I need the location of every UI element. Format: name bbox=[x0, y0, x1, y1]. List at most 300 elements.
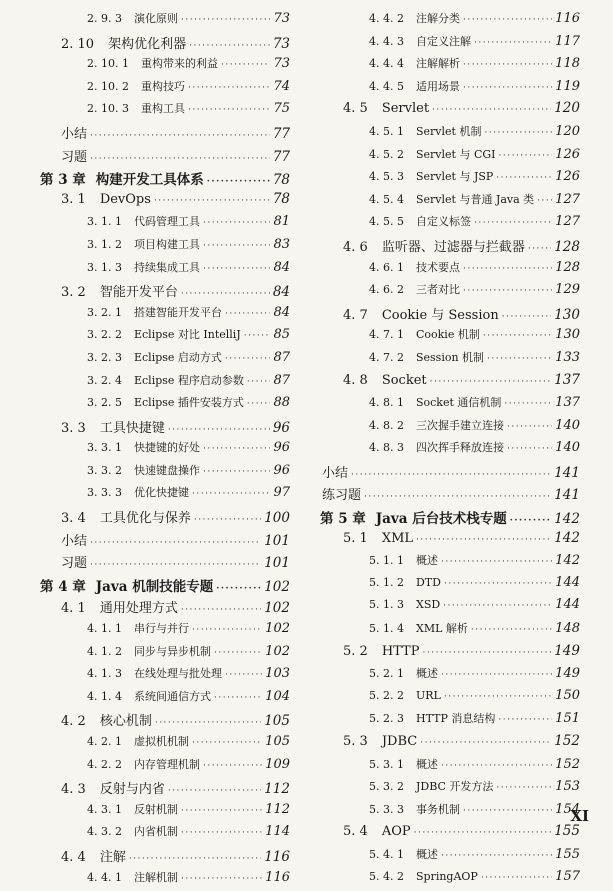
toc-entry-number: 4. 2. 2 bbox=[87, 757, 122, 771]
toc-entry-number: 4. 6 bbox=[343, 239, 368, 255]
toc-entry-title: AOP bbox=[381, 824, 411, 840]
toc-entry[interactable] bbox=[40, 372, 290, 395]
toc-entry[interactable] bbox=[320, 575, 580, 598]
toc-entry[interactable] bbox=[40, 10, 290, 33]
toc-entry-page-number: 153 bbox=[555, 779, 580, 795]
toc-entry[interactable] bbox=[40, 281, 290, 304]
toc-entry[interactable] bbox=[40, 756, 290, 779]
toc-entry-title: Servlet bbox=[381, 101, 430, 117]
toc-entry-page-number: 105 bbox=[265, 734, 290, 749]
toc-leader-dots bbox=[188, 105, 270, 115]
toc-entry[interactable] bbox=[40, 688, 290, 711]
toc-leader-dots bbox=[471, 625, 552, 635]
toc-entry-number: 4. 3. 2 bbox=[87, 825, 122, 839]
toc-leader-dots bbox=[441, 670, 552, 680]
toc-entry[interactable] bbox=[320, 756, 580, 779]
toc-entry[interactable] bbox=[40, 462, 290, 485]
toc-entry[interactable] bbox=[40, 484, 290, 507]
toc-entry-title: 反射与内省 bbox=[99, 782, 165, 798]
toc-leader-dots bbox=[498, 715, 552, 725]
toc-leader-dots bbox=[155, 718, 261, 728]
toc-entry-page-number: 73 bbox=[273, 56, 290, 72]
toc-entry-number: 4. 5. 3 bbox=[369, 170, 404, 184]
toc-entry-page-number: 116 bbox=[264, 848, 290, 865]
toc-entry-page-number: 105 bbox=[264, 713, 290, 730]
toc-leader-dots bbox=[422, 648, 551, 658]
toc-entry-page-number: 128 bbox=[555, 259, 580, 275]
toc-entry-number: 4. 3. 1 bbox=[87, 802, 122, 816]
toc-entry-title: HTTP bbox=[381, 643, 420, 659]
toc-entry[interactable] bbox=[40, 620, 290, 643]
toc-entry[interactable] bbox=[320, 349, 580, 372]
toc-entry-number: 4. 8. 1 bbox=[369, 396, 404, 410]
toc-leader-dots bbox=[192, 489, 270, 499]
toc-entry[interactable] bbox=[40, 597, 290, 620]
toc-leader-dots bbox=[432, 105, 551, 115]
toc-entry-page-number: 96 bbox=[273, 440, 290, 456]
toc-leader-dots bbox=[441, 761, 552, 771]
toc-entry-number: 4. 5. 5 bbox=[369, 215, 404, 229]
toc-entry[interactable] bbox=[40, 869, 290, 891]
toc-leader-dots bbox=[203, 218, 270, 228]
toc-entry[interactable] bbox=[40, 259, 290, 282]
toc-entry-title: 系统间通信方式 bbox=[133, 689, 211, 703]
toc-entry-title: 反射机制 bbox=[133, 802, 178, 816]
toc-entry[interactable] bbox=[320, 146, 580, 169]
toc-entry[interactable] bbox=[40, 710, 290, 733]
toc-entry-number: 第 5 章 bbox=[320, 511, 366, 528]
toc-entry-page-number: 137 bbox=[555, 395, 580, 411]
toc-leader-dots bbox=[430, 377, 552, 387]
toc-entry-page-number: 112 bbox=[265, 801, 290, 817]
toc-entry-title: JDBC bbox=[381, 734, 418, 749]
toc-entry-title: 通用处理方式 bbox=[99, 601, 178, 617]
toc-leader-dots bbox=[364, 492, 551, 502]
toc-leader-dots bbox=[214, 648, 262, 658]
toc-entry-title: 内省机制 bbox=[133, 825, 178, 839]
toc-entry-page-number: 84 bbox=[273, 304, 290, 320]
toc-entry[interactable] bbox=[320, 643, 580, 666]
toc-leader-dots bbox=[507, 444, 552, 454]
toc-entry-number: 4. 8. 3 bbox=[369, 441, 404, 455]
toc-entry-title: 快速键盘操作 bbox=[133, 463, 200, 477]
toc-entry-title: Cookie 与 Session bbox=[381, 307, 499, 323]
toc-leader-dots bbox=[244, 331, 271, 341]
toc-entry[interactable] bbox=[320, 394, 580, 417]
toc-entry-title: 练习题 bbox=[322, 488, 362, 504]
toc-entry-number: 5. 1. 4 bbox=[369, 622, 404, 636]
toc-entry-title: 习题 bbox=[61, 556, 88, 572]
toc-entry-page-number: 74 bbox=[273, 78, 290, 94]
toc-entry[interactable] bbox=[40, 326, 290, 349]
toc-entry-page-number: 104 bbox=[265, 688, 290, 704]
toc-leader-dots bbox=[192, 625, 262, 635]
toc-entry-page-number: 77 bbox=[272, 148, 290, 165]
toc-entry-page-number: 126 bbox=[555, 169, 580, 185]
toc-entry-title: 技术要点 bbox=[415, 260, 460, 274]
toc-leader-dots bbox=[443, 601, 552, 611]
toc-entry-title: 事务机制 bbox=[415, 802, 460, 816]
toc-entry-number: 3. 2. 1 bbox=[87, 305, 122, 319]
toc-leader-dots bbox=[181, 605, 261, 615]
toc-entry[interactable] bbox=[320, 326, 580, 349]
toc-leader-dots bbox=[207, 177, 270, 187]
toc-entry-page-number: 120 bbox=[554, 100, 580, 117]
toc-entry[interactable] bbox=[320, 733, 580, 756]
toc-entry[interactable] bbox=[320, 530, 580, 553]
toc-entry-title: 核心机制 bbox=[99, 714, 152, 730]
toc-entry[interactable] bbox=[320, 10, 580, 33]
toc-entry[interactable] bbox=[320, 78, 580, 101]
toc-entry-title: Servlet 与 CGI bbox=[415, 147, 496, 161]
toc-entry-page-number: 87 bbox=[273, 349, 290, 365]
toc-entry[interactable] bbox=[40, 100, 290, 123]
toc-entry-page-number: 117 bbox=[555, 33, 580, 49]
toc-entry-title: 串行与并行 bbox=[133, 622, 189, 636]
toc-entry[interactable] bbox=[40, 417, 290, 440]
toc-leader-dots bbox=[168, 425, 270, 435]
toc-entry-number: 4. 6. 1 bbox=[369, 260, 404, 274]
toc-leader-dots bbox=[441, 851, 552, 861]
toc-entry-page-number: 155 bbox=[555, 846, 580, 862]
toc-entry[interactable] bbox=[40, 530, 290, 553]
toc-leader-dots bbox=[225, 354, 271, 364]
toc-entry[interactable] bbox=[320, 462, 580, 485]
toc-leader-dots bbox=[203, 761, 262, 771]
toc-entry[interactable] bbox=[40, 778, 290, 801]
toc-entry[interactable] bbox=[40, 552, 290, 575]
toc-leader-dots bbox=[504, 399, 552, 409]
toc-entry-number: 2. 10. 1 bbox=[87, 57, 129, 71]
toc-leader-dots bbox=[216, 584, 261, 594]
toc-entry[interactable] bbox=[320, 417, 580, 440]
toc-leader-dots bbox=[225, 309, 270, 319]
toc-entry-number: 4. 4. 2 bbox=[369, 12, 404, 25]
toc-entry-title: 构建开发工具体系 bbox=[95, 172, 204, 189]
toc-leader-dots bbox=[484, 128, 552, 138]
toc-entry[interactable] bbox=[40, 394, 290, 417]
toc-entry-page-number: 102 bbox=[265, 643, 290, 659]
toc-entry[interactable] bbox=[320, 846, 580, 869]
toc-entry-title: 架构优化利器 bbox=[108, 36, 187, 52]
toc-entry[interactable] bbox=[320, 100, 580, 123]
toc-leader-dots bbox=[203, 264, 270, 274]
toc-entry[interactable] bbox=[320, 620, 580, 643]
toc-entry[interactable] bbox=[320, 823, 580, 846]
toc-entry-page-number: 96 bbox=[272, 419, 290, 436]
toc-leader-dots bbox=[181, 15, 270, 25]
toc-leader-dots bbox=[507, 422, 552, 432]
toc-entry[interactable] bbox=[320, 710, 580, 733]
toc-entry-title: 内存管理机制 bbox=[133, 757, 200, 771]
toc-entry-title: 四次挥手释放连接 bbox=[415, 441, 504, 455]
toc-entry-number: 第 4 章 bbox=[40, 578, 86, 595]
toc-leader-dots bbox=[181, 828, 262, 838]
toc-leader-dots bbox=[444, 692, 552, 702]
toc-leader-dots bbox=[463, 264, 552, 274]
toc-entry-number: 3. 1. 1 bbox=[87, 215, 122, 229]
toc-entry[interactable] bbox=[320, 281, 580, 304]
toc-entry[interactable] bbox=[40, 78, 290, 101]
toc-entry-page-number: 127 bbox=[555, 214, 580, 230]
toc-entry-number: 4. 1. 4 bbox=[87, 689, 122, 703]
toc-leader-dots bbox=[474, 38, 552, 48]
toc-entry[interactable] bbox=[40, 801, 290, 824]
toc-entry[interactable] bbox=[40, 146, 290, 169]
toc-entry[interactable] bbox=[320, 597, 580, 620]
toc-entry-number: 5. 1 bbox=[343, 530, 368, 546]
toc-leader-dots bbox=[90, 154, 270, 164]
toc-leader-dots bbox=[225, 670, 262, 680]
toc-leader-dots bbox=[90, 131, 270, 141]
toc-entry-number: 5. 3. 1 bbox=[369, 757, 404, 771]
toc-entry[interactable] bbox=[40, 191, 290, 214]
toc-entry-number: 5. 2. 2 bbox=[369, 688, 404, 702]
toc-entry-page-number: 84 bbox=[273, 259, 290, 275]
toc-leader-dots bbox=[203, 444, 270, 454]
toc-leader-dots bbox=[194, 515, 261, 525]
toc-entry-title: 适用场景 bbox=[415, 79, 460, 93]
toc-entry-page-number: 144 bbox=[555, 574, 580, 590]
toc-entry-title: URL bbox=[415, 688, 441, 702]
toc-entry-number: 2. 9. 3 bbox=[87, 12, 122, 25]
toc-leader-dots bbox=[420, 738, 551, 748]
toc-leader-dots bbox=[203, 241, 270, 251]
toc-leader-dots bbox=[463, 60, 552, 70]
toc-entry-number: 3. 2. 3 bbox=[87, 350, 122, 364]
toc-entry-number: 3. 4 bbox=[61, 511, 86, 527]
toc-entry-number: 4. 1 bbox=[61, 601, 86, 617]
toc-entry-title: Eclipse 对比 IntelliJ bbox=[133, 328, 241, 342]
toc-leader-dots bbox=[168, 786, 261, 796]
toc-entry-page-number: 119 bbox=[555, 78, 580, 94]
toc-entry-title: 重构工具 bbox=[140, 102, 185, 116]
toc-leader-dots bbox=[487, 354, 552, 364]
toc-entry-number: 5. 1. 3 bbox=[369, 598, 404, 612]
toc-left-column bbox=[40, 10, 290, 891]
toc-leader-dots bbox=[463, 806, 552, 816]
toc-entry-number: 5. 4. 1 bbox=[369, 847, 404, 861]
toc-entry-number: 5. 4 bbox=[343, 824, 368, 840]
toc-entry-number: 4. 3 bbox=[61, 782, 86, 798]
toc-entry-page-number: 77 bbox=[272, 125, 290, 142]
toc-entry-page-number: 97 bbox=[273, 485, 290, 501]
toc-entry-page-number: 81 bbox=[273, 214, 290, 230]
toc-entry[interactable] bbox=[40, 123, 290, 146]
toc-leader-dots bbox=[192, 738, 262, 748]
toc-entry-title: 持续集成工具 bbox=[133, 260, 200, 274]
toc-entry-number: 3. 3. 1 bbox=[87, 441, 122, 455]
toc-entry-number: 4. 4. 1 bbox=[87, 870, 122, 884]
toc-entry[interactable] bbox=[320, 688, 580, 711]
toc-leader-dots bbox=[463, 83, 552, 93]
toc-entry-number: 3. 1. 3 bbox=[87, 260, 122, 274]
toc-entry[interactable] bbox=[40, 168, 290, 191]
toc-entry[interactable] bbox=[40, 304, 290, 327]
toc-entry-number: 4. 4. 3 bbox=[369, 34, 404, 48]
toc-leader-dots bbox=[90, 538, 261, 548]
toc-entry-title: 在线处理与批处理 bbox=[133, 667, 222, 681]
toc-entry-number: 4. 5 bbox=[343, 101, 368, 117]
toc-entry[interactable] bbox=[40, 733, 290, 756]
toc-leader-dots bbox=[463, 286, 552, 296]
toc-entry[interactable] bbox=[320, 869, 580, 891]
toc-leader-dots bbox=[510, 516, 551, 526]
toc-entry-number: 5. 1. 1 bbox=[369, 554, 404, 568]
toc-entry[interactable] bbox=[40, 507, 290, 530]
toc-entry[interactable] bbox=[320, 123, 580, 146]
toc-entry-number: 5. 4. 2 bbox=[369, 869, 404, 883]
toc-entry-title: 三次握手建立连接 bbox=[415, 418, 504, 432]
toc-entry[interactable] bbox=[320, 259, 580, 282]
toc-entry[interactable] bbox=[40, 439, 290, 462]
toc-entry-number: 5. 2. 1 bbox=[369, 667, 404, 681]
toc-entry[interactable] bbox=[320, 304, 580, 327]
toc-entry[interactable] bbox=[320, 191, 580, 214]
toc-entry-number: 4. 4. 4 bbox=[369, 57, 404, 71]
toc-entry-page-number: 116 bbox=[555, 11, 580, 26]
toc-entry[interactable] bbox=[320, 507, 580, 530]
toc-entry[interactable] bbox=[40, 236, 290, 259]
toc-leader-dots bbox=[483, 331, 552, 341]
toc-entry[interactable] bbox=[40, 33, 290, 56]
toc-entry[interactable] bbox=[40, 823, 290, 846]
toc-entry-page-number: 130 bbox=[554, 306, 580, 323]
toc-entry[interactable] bbox=[40, 213, 290, 236]
toc-entry-page-number: 152 bbox=[555, 756, 580, 772]
toc-leader-dots bbox=[221, 60, 270, 70]
toc-leader-dots bbox=[499, 151, 553, 161]
toc-entry-title: Socket 通信机制 bbox=[415, 396, 502, 410]
toc-leader-dots bbox=[444, 579, 552, 589]
toc-entry-title: 工具快捷键 bbox=[99, 420, 165, 436]
toc-right-column bbox=[320, 10, 580, 891]
toc-entry-title: 注解 bbox=[99, 849, 126, 865]
toc-entry[interactable] bbox=[320, 55, 580, 78]
toc-entry-title: DevOps bbox=[99, 191, 151, 207]
toc-entry[interactable] bbox=[320, 236, 580, 259]
toc-entry-number: 4. 4 bbox=[61, 849, 86, 865]
toc-entry[interactable] bbox=[40, 643, 290, 666]
toc-entry[interactable] bbox=[40, 55, 290, 78]
page-folio: XI bbox=[570, 807, 589, 825]
toc-entry-page-number: 149 bbox=[554, 642, 580, 659]
toc-entry-page-number: 88 bbox=[273, 395, 290, 411]
toc-leader-dots bbox=[416, 535, 551, 545]
toc-entry-number: 4. 1. 3 bbox=[87, 667, 122, 681]
toc-entry-page-number: 75 bbox=[273, 101, 290, 117]
toc-entry-title: 注解解析 bbox=[415, 57, 460, 71]
toc-leader-dots bbox=[189, 41, 270, 51]
toc-entry-number: 3. 2 bbox=[61, 285, 86, 301]
toc-entry-title: Servlet 与普通 Java 类 bbox=[415, 192, 535, 206]
toc-leader-dots bbox=[351, 470, 551, 480]
toc-entry[interactable] bbox=[40, 846, 290, 869]
toc-entry-page-number: 118 bbox=[555, 56, 580, 72]
toc-entry[interactable] bbox=[320, 168, 580, 191]
toc-entry[interactable] bbox=[320, 552, 580, 575]
toc-entry-number: 4. 6. 2 bbox=[369, 283, 404, 297]
toc-entry-page-number: 130 bbox=[555, 327, 580, 343]
toc-entry-number: 3. 3 bbox=[61, 420, 86, 436]
toc-entry-title: 概述 bbox=[415, 554, 438, 568]
toc-leader-dots bbox=[414, 828, 552, 838]
toc-entry-number: 4. 2. 1 bbox=[87, 735, 122, 748]
toc-leader-dots bbox=[537, 196, 552, 206]
toc-entry-title: 自定义标签 bbox=[415, 215, 471, 229]
toc-entry-number: 3. 3. 3 bbox=[87, 486, 122, 500]
toc-entry-title: Cookie 机制 bbox=[415, 328, 480, 342]
toc-entry-title: 小结 bbox=[322, 465, 349, 481]
toc-entry-page-number: 142 bbox=[555, 553, 580, 569]
toc-entry[interactable] bbox=[320, 213, 580, 236]
toc-leader-dots bbox=[481, 873, 552, 883]
toc-entry-page-number: 154 bbox=[555, 801, 580, 817]
toc-entry-page-number: 127 bbox=[555, 191, 580, 207]
toc-entry-page-number: 87 bbox=[273, 372, 290, 388]
toc-entry[interactable] bbox=[320, 33, 580, 56]
toc-entry-page-number: 133 bbox=[555, 349, 580, 365]
toc-entry-number: 4. 8. 2 bbox=[369, 418, 404, 432]
toc-entry-page-number: 103 bbox=[265, 666, 290, 682]
toc-entry-number: 2. 10 bbox=[61, 36, 95, 52]
toc-entry-page-number: 84 bbox=[272, 284, 290, 301]
toc-entry-title: JDBC 开发方法 bbox=[415, 780, 494, 794]
toc-entry[interactable] bbox=[40, 665, 290, 688]
toc-leader-dots bbox=[247, 399, 271, 409]
toc-entry-title: 小结 bbox=[61, 533, 88, 549]
toc-entry-title: 重构带来的利益 bbox=[140, 57, 218, 71]
toc-leader-dots bbox=[90, 560, 261, 570]
toc-entry-page-number: 155 bbox=[554, 823, 580, 840]
toc-entry-page-number: 144 bbox=[555, 597, 580, 613]
toc-entry-title: Servlet 机制 bbox=[415, 124, 482, 138]
toc-entry[interactable] bbox=[320, 801, 580, 824]
toc-leader-dots bbox=[214, 693, 262, 703]
toc-entry-title: 自定义注解 bbox=[415, 34, 471, 48]
toc-entry[interactable] bbox=[320, 372, 580, 395]
toc-entry-number: 4. 5. 1 bbox=[369, 124, 404, 138]
toc-entry-title: HTTP 消息结构 bbox=[415, 712, 496, 726]
toc-entry-title: 注解分类 bbox=[415, 12, 460, 25]
toc-entry-page-number: 101 bbox=[264, 555, 290, 572]
toc-entry-title: DTD bbox=[415, 575, 441, 589]
toc-entry[interactable] bbox=[320, 665, 580, 688]
toc-entry[interactable] bbox=[320, 439, 580, 462]
toc-entry-page-number: 116 bbox=[265, 869, 290, 885]
toc-entry-number: 5. 2 bbox=[343, 643, 368, 659]
toc-leader-dots bbox=[129, 854, 261, 864]
toc-entry-page-number: 102 bbox=[264, 578, 290, 595]
toc-entry-title: Socket bbox=[381, 372, 427, 388]
toc-entry-page-number: 150 bbox=[555, 687, 580, 703]
toc-entry-number: 3. 3. 2 bbox=[87, 463, 122, 477]
toc-leader-dots bbox=[181, 289, 270, 299]
toc-entry[interactable] bbox=[320, 484, 580, 507]
toc-entry-number: 4. 7 bbox=[343, 307, 368, 323]
toc-entry-title: 智能开发平台 bbox=[99, 285, 178, 301]
toc-entry-title: 工具优化与保养 bbox=[99, 511, 191, 527]
toc-entry[interactable] bbox=[40, 575, 290, 598]
toc-entry[interactable] bbox=[320, 778, 580, 801]
toc-entry-page-number: 149 bbox=[555, 666, 580, 682]
toc-entry[interactable] bbox=[40, 349, 290, 372]
toc-entry-title: 演化原则 bbox=[133, 12, 178, 25]
toc-entry-number: 4. 7. 2 bbox=[369, 350, 404, 364]
toc-entry-page-number: 142 bbox=[554, 529, 580, 546]
toc-entry-page-number: 73 bbox=[272, 35, 290, 52]
toc-entry-title: Eclipse 启动方式 bbox=[133, 350, 222, 364]
